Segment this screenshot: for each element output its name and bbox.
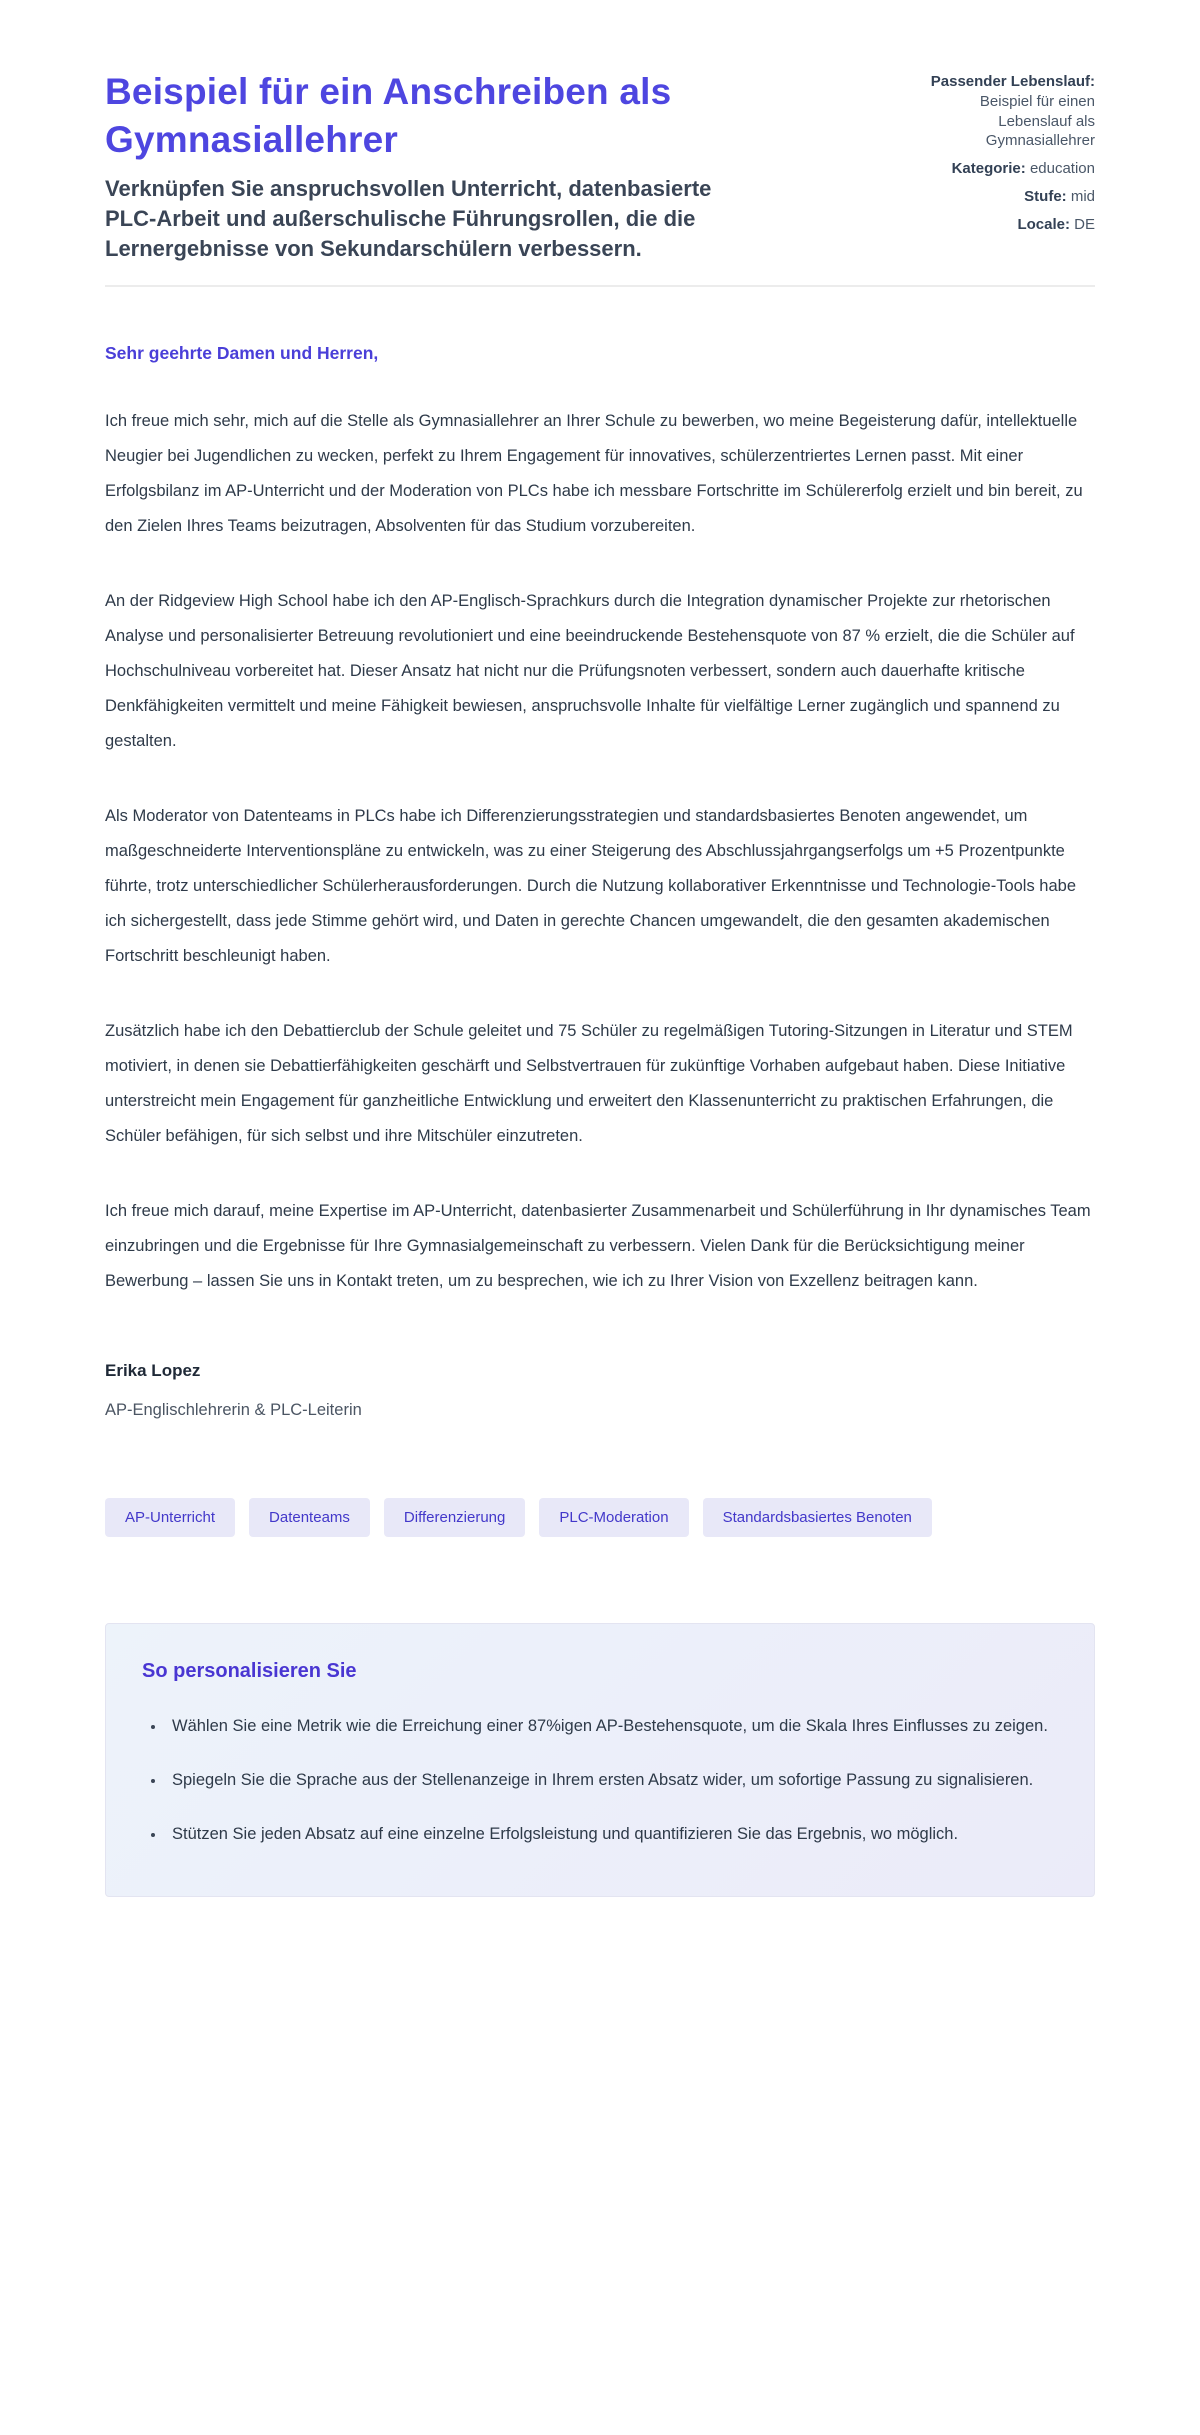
letter-paragraph-4: Zusätzlich habe ich den Debattierclub der Schule geleitet und 75 Schüler zu regelmäßigen Tutoring-Sitzungen in Literatur und STEM motiviert, in denen sie Debattierfähigkeiten geschärft und Selbstvertrauen für zukünftige Vorhaben aufgebaut haben. Diese Initiative unterstreicht mein Engagement für ganzheitliche Entwicklung und erweitert den Klassenunterricht zu praktischen Erfahrungen, die Schüler befähigen, für sich selbst und ihre Mitschüler einzutreten. — [105, 1022, 1073, 1146]
header-divider — [105, 285, 1095, 287]
letter-paragraph-2: An der Ridgeview High School habe ich den AP-Englisch-Sprachkurs durch die Integration dynamischer Projekte zur rhetorischen Analyse und personalisierter Betreuung revolutioniert und eine beeindruckende Bestehensquote von 87 % erzielt, die die Schüler auf Hochschulniveau vorbereitet hat. Dieser Ansatz hat nicht nur die Prüfungsnoten verbessert, sondern auch dauerhafte kritische Denkfähigkeiten vermittelt und meine Fähigkeit bewiesen, anspruchsvolle Inhalte für vielfältige Lerner zugänglich und spannend zu gestalten. — [105, 592, 1075, 751]
personalize-box — [105, 1623, 1095, 1897]
personalize-tips-list — [142, 1709, 1058, 1852]
cover-letter-body — [105, 343, 1095, 1420]
signature-role: AP-Englischlehrerin & PLC-Leiterin — [105, 1401, 362, 1420]
meta-locale-value: DE — [1074, 215, 1095, 233]
tag-differenzierung[interactable]: Differenzierung — [384, 1498, 525, 1537]
meta-level — [915, 187, 1095, 207]
letter-paragraph-1: Ich freue mich sehr, mich auf die Stelle als Gymnasiallehrer an Ihrer Schule zu bewerben, wo meine Begeisterung dafür, intellektuelle Neugier bei Jugendlichen zu wecken, perfekt zu Ihrem Engagement für innovatives, schülerzentriertes Lernen passt. Mit einer Erfolgsbilanz im AP-Unterricht und der Moderation von PLCs habe ich messbare Fortschritte im Schülererfolg erzielt und bin bereit, zu den Zielen Ihres Teams beizutragen, Absolventen für das Studium vorzubereiten. — [105, 412, 1083, 536]
personalize-tip-2: • Spiegeln Sie die Sprache aus der Stellenanzeige in Ihrem ersten Absatz wider, um sofortige Passung zu signalisieren. — [166, 1763, 1058, 1798]
meta-resume-label: Passender Lebenslauf: — [930, 73, 1095, 90]
meta-locale — [915, 215, 1095, 235]
meta-resume-value: Beispiel für einen Lebenslauf als Gymnasiallehrer — [979, 92, 1095, 150]
letter-paragraph-5: Ich freue mich darauf, meine Expertise im AP-Unterricht, datenbasierter Zusammenarbeit und Schülerführung in Ihr dynamisches Team einzubringen und die Ergebnisse für Ihre Gymnasialgemeinschaft zu verbessern. Vielen Dank für die Berücksichtigung meiner Bewerbung – lassen Sie uns in Kontakt treten, um zu besprechen, wie ich zu Ihrer Vision von Exzellenz beitragen kann. — [105, 1202, 1091, 1291]
signature-name: Erika Lopez — [105, 1361, 201, 1381]
page-container — [105, 0, 1095, 1897]
meta-level-label: Stufe: — [1024, 187, 1067, 205]
meta-level-value: mid — [1070, 187, 1095, 205]
tag-datenteams[interactable]: Datenteams — [249, 1498, 370, 1537]
header-title-block — [105, 68, 805, 263]
page-subtitle: Verknüpfen Sie anspruchsvollen Unterricht, datenbasierte PLC-Arbeit und außerschulische Führungsrollen, die die Lernergebnisse von Sekundarschülern verbessern. — [105, 176, 712, 261]
tag-plc-moderation[interactable]: PLC-Moderation — [539, 1498, 688, 1537]
meta-category-label: Kategorie: — [951, 160, 1026, 178]
meta-locale-label: Locale: — [1017, 215, 1070, 233]
meta-matching-resume — [915, 72, 1095, 151]
meta-category-value: education — [1029, 160, 1095, 178]
personalize-heading: So personalisieren Sie — [142, 1660, 357, 1683]
tag-ap-unterricht[interactable]: AP-Unterricht — [105, 1498, 235, 1537]
tag-standardsbasiertes-benoten[interactable]: Standardsbasiertes Benoten — [703, 1498, 932, 1537]
letter-paragraph-3: Als Moderator von Datenteams in PLCs habe ich Differenzierungsstrategien und standardsbasiertes Benoten angewendet, um maßgeschneiderte Interventionspläne zu entwickeln, was zu einer Steigerung des Abschlussjahrgangserfolgs um +5 Prozentpunkte führte, trotz unterschiedlicher Schülerherausforderungen. Durch die Nutzung kollaborativer Erkenntnisse und Technologie-Tools habe ich sichergestellt, dass jede Stimme gehört wird, und Daten in gerechte Chancen umgewandelt, die den gesamten akademischen Fortschritt beschleunigt haben. — [105, 807, 1077, 966]
header — [105, 68, 1095, 263]
metadata-block — [915, 68, 1095, 243]
tags-row — [105, 1498, 1095, 1537]
meta-category — [915, 159, 1095, 179]
page-title: Beispiel für ein Anschreiben als Gymnasiallehrer — [105, 71, 672, 161]
personalize-tip-1: • Wählen Sie eine Metrik wie die Erreichung einer 87%igen AP-Bestehensquote, um die Skala Ihres Einflusses zu zeigen. — [166, 1709, 1058, 1744]
personalize-tip-3: • Stützen Sie jeden Absatz auf eine einzelne Erfolgsleistung und quantifizieren Sie das Ergebnis, wo möglich. — [166, 1817, 1058, 1852]
letter-greeting: Sehr geehrte Damen und Herren, — [105, 343, 379, 364]
